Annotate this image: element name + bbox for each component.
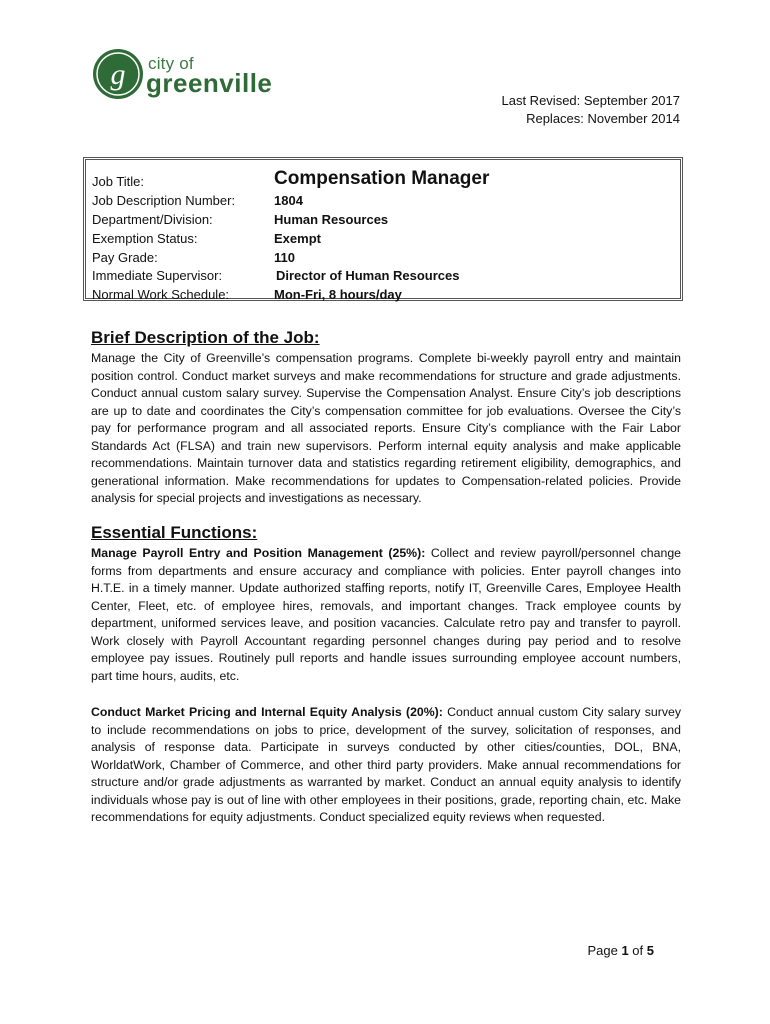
info-value: 110	[274, 250, 295, 265]
function-text: Conduct annual custom City salary survey to include recommendations on jobs to price, development of the survey, solicitation of responses, and analysis of response data. Participate in surveys conducted by other cities/counties, DOL, BNA, WorldatWork, Chamber of Commerce, and other third party providers. Make annual recommendations for structure and/or grade adjustments as warranted by market. Conduct an annual equity analysis to identify individuals whose pay is out of line with other employees in their positions, grade, reporting chain, etc. Make recommendations for equity adjustments. Conduct specialized equity reviews when requested.	[91, 705, 681, 824]
replaces: Replaces: November 2014	[526, 111, 680, 126]
job-title-value: Compensation Manager	[274, 168, 490, 189]
info-label: Department/Division:	[92, 212, 213, 227]
page-number	[587, 943, 654, 958]
function-title: Conduct Market Pricing and Internal Equity Analysis (20%):	[91, 705, 443, 719]
info-label: Exemption Status:	[92, 231, 198, 246]
info-label: Pay Grade:	[92, 250, 158, 265]
info-label: Immediate Supervisor:	[92, 268, 223, 283]
info-label: Job Description Number:	[92, 193, 236, 208]
function-market-pricing	[91, 704, 681, 827]
last-revised: Last Revised: September 2017	[501, 93, 680, 108]
greenville-g-logo-icon	[92, 48, 144, 100]
job-info-box	[83, 157, 683, 301]
info-value: Mon-Fri, 8 hours/day	[274, 287, 402, 302]
logo-name-text: greenville	[146, 68, 273, 98]
page-prefix: Page	[587, 943, 622, 958]
brief-description-text: Manage the City of Greenville’s compensation programs. Complete bi-weekly payroll entry and maintain position control. Conduct market surveys and make recommendations for structure and grade adjustments. Conduct annual custom salary survey. Supervise the Compensation Analyst. Ensure City’s job descriptions are up to date and coordinates the City’s compensation committee for job evaluations. Oversee the City’s pay for performance program and all associated reports. Ensure City’s compliance with the Fair Labor Standards Act (FLSA) and train new supervisors. Perform internal equity analysis and make applicable recommendations. Maintain turnover data and statistics regarding retirement eligibility, demographics, and generational information. Make recommendations for updates to Compensation-related policies. Provide analysis for special projects and investigations as necessary.	[91, 351, 681, 505]
function-title: Manage Payroll Entry and Position Management (25%):	[91, 546, 426, 560]
info-value: Director of Human Resources	[276, 268, 460, 283]
info-value: 1804	[274, 193, 303, 208]
city-logo	[92, 48, 272, 104]
logo-letter: g	[110, 58, 126, 91]
page-of: of	[628, 943, 647, 958]
page-current: 1	[621, 943, 629, 958]
function-payroll	[91, 545, 681, 685]
function-text: Collect and review payroll/personnel change forms from departments and ensure accuracy and compliance with policies. Enter payroll changes into H.T.E. in a timely manner. Update authorized staffing reports, notify IT, Greenville Cares, Employee Health Center, Fleet, etc. of employee hires, removals, and important changes. Track employee counts by department, uniformed services leave, and position vacancies. Calculate retro pay and transfer to payroll. Work closely with Payroll Accountant regarding personnel changes during pay period and to resolve employee pay issues. Routinely pull reports and handle issues surrounding employee account numbers, part time hours, audits, etc.	[91, 546, 681, 683]
essential-functions-heading: Essential Functions:	[91, 523, 258, 542]
info-value: Human Resources	[274, 212, 389, 227]
revision-info	[502, 92, 681, 128]
brief-description-heading: Brief Description of the Job:	[91, 328, 320, 347]
job-title-label: Job Title:	[92, 174, 145, 189]
info-label: Normal Work Schedule:	[92, 287, 230, 302]
page-total: 5	[646, 943, 654, 958]
info-value: Exempt	[274, 231, 321, 246]
logo-city-text: city of	[148, 54, 194, 73]
